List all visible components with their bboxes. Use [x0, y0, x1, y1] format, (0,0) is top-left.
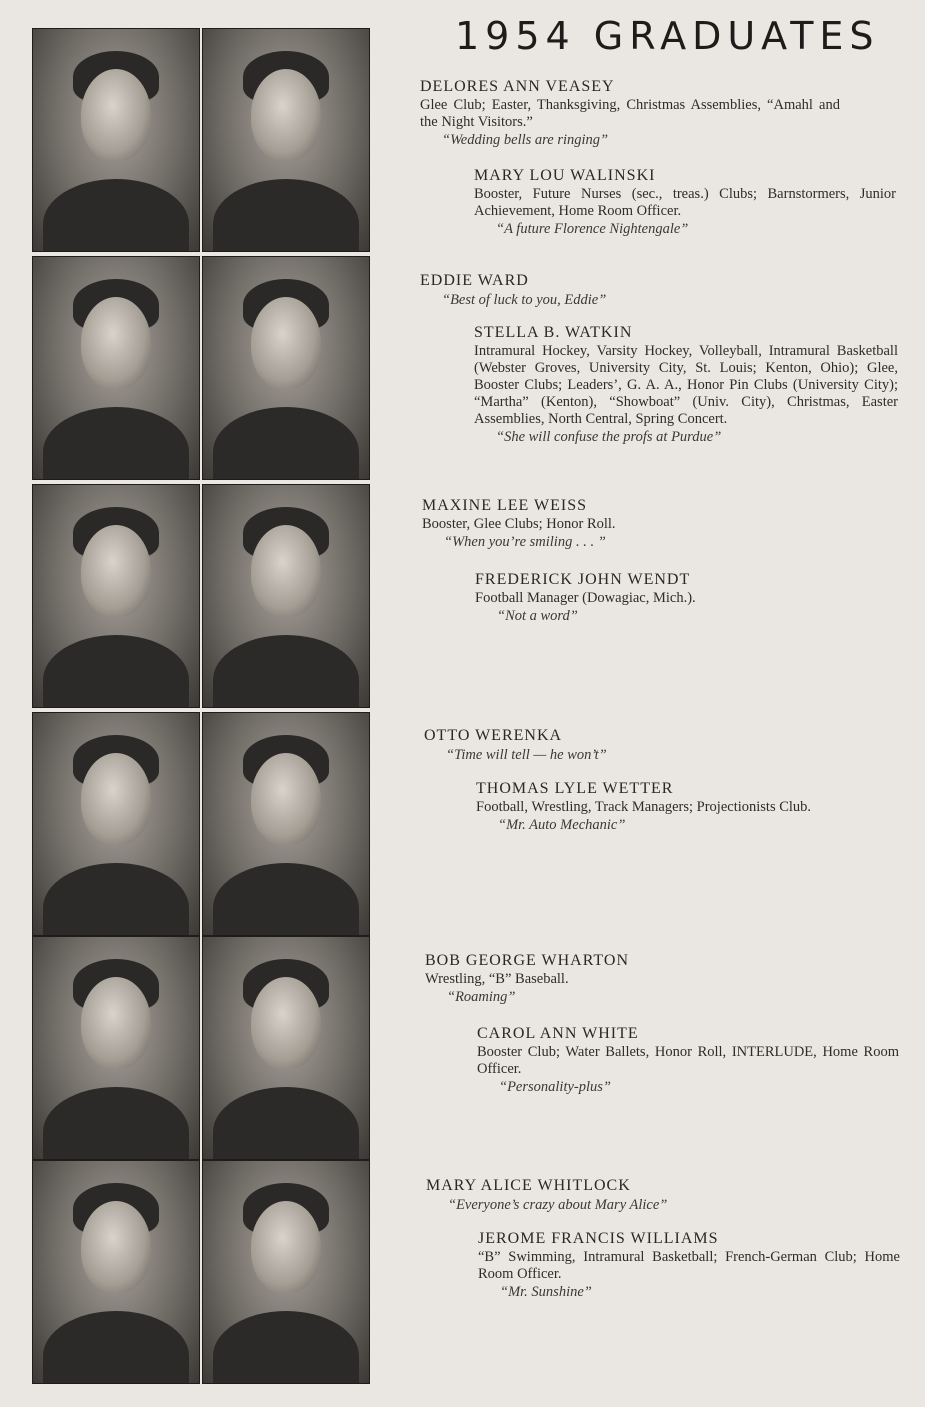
graduate-quote: “A future Florence Nightengale”	[496, 221, 689, 237]
graduate-quote: “Personality-plus”	[499, 1079, 611, 1095]
graduate-entry	[420, 271, 840, 310]
graduate-activities: Football, Wrestling, Track Managers; Projectionists Club.	[476, 799, 812, 815]
graduate-name: BOB GEORGE WHARTON	[425, 952, 630, 969]
graduate-name: MARY ALICE WHITLOCK	[426, 1177, 631, 1194]
graduate-name: THOMAS LYLE WETTER	[476, 780, 674, 797]
graduate-entry	[422, 496, 842, 552]
graduate-name: OTTO WERENKA	[424, 727, 563, 744]
graduate-quote: “She will confuse the profs at Purdue”	[496, 429, 722, 445]
graduate-entry	[425, 951, 845, 1007]
portrait-column	[32, 28, 377, 1378]
graduate-activities: Intramural Hockey, Varsity Hockey, Volleyball, Intramural Basketball (Webster Groves, University City, St. Louis; Kenton, Ohio); Glee, Booster Clubs; Leaders’, G. A. A., Honor Pin Clubs (University City); “Martha” (Kenton), “Showboat” (Univ. City), Christmas, Easter Assemblies, North Central, Spring Concert.	[474, 343, 898, 427]
graduate-name: FREDERICK JOHN WENDT	[475, 571, 691, 588]
graduate-quote: “Best of luck to you, Eddie”	[442, 292, 607, 308]
graduate-name: EDDIE WARD	[420, 272, 529, 289]
portrait-photo	[202, 1160, 370, 1384]
graduate-name: DELORES ANN VEASEY	[420, 78, 615, 95]
graduate-quote: “When you’re smiling . . . ”	[444, 534, 606, 550]
graduate-activities: Wrestling, “B” Baseball.	[425, 971, 569, 987]
graduate-entry	[477, 1024, 899, 1097]
portrait-photo	[202, 28, 370, 252]
portrait-photo	[32, 936, 200, 1160]
graduate-name: MARY LOU WALINSKI	[474, 167, 656, 184]
graduate-quote: “Time will tell — he won’t”	[446, 747, 607, 763]
graduate-quote: “Mr. Auto Mechanic”	[498, 817, 626, 833]
portrait-photo	[202, 712, 370, 936]
page-title: 1954 GRADUATES	[455, 14, 880, 58]
graduate-entry	[476, 779, 898, 835]
graduate-entry	[478, 1229, 900, 1302]
portrait-photo	[32, 256, 200, 480]
graduate-quote: “Wedding bells are ringing”	[442, 132, 609, 148]
portrait-photo	[202, 484, 370, 708]
portrait-photo	[32, 712, 200, 936]
graduate-name: MAXINE LEE WEISS	[422, 497, 588, 514]
graduate-entry	[475, 570, 895, 626]
graduate-activities: “B” Swimming, Intramural Basketball; French-German Club; Home Room Officer.	[478, 1249, 900, 1282]
graduate-activities: Booster, Glee Clubs; Honor Roll.	[422, 516, 616, 532]
graduate-activities: Football Manager (Dowagiac, Mich.).	[475, 590, 696, 606]
portrait-photo	[202, 936, 370, 1160]
graduate-name: JEROME FRANCIS WILLIAMS	[478, 1230, 719, 1247]
graduate-entry	[426, 1176, 846, 1215]
graduate-quote: “Mr. Sunshine”	[500, 1284, 592, 1300]
graduate-entry	[474, 323, 898, 447]
graduate-name: STELLA B. WATKIN	[474, 324, 633, 341]
portrait-photo	[202, 256, 370, 480]
graduate-activities: Booster Club; Water Ballets, Honor Roll, INTERLUDE, Home Room Officer.	[477, 1044, 899, 1077]
portrait-photo	[32, 1160, 200, 1384]
graduate-entry	[474, 166, 896, 239]
portrait-photo	[32, 484, 200, 708]
graduate-quote: “Everyone’s crazy about Mary Alice”	[448, 1197, 668, 1213]
graduate-entry	[424, 726, 844, 765]
graduate-name: CAROL ANN WHITE	[477, 1025, 639, 1042]
graduate-quote: “Not a word”	[497, 608, 578, 624]
graduate-activities: Booster, Future Nurses (sec., treas.) Clubs; Barnstormers, Junior Achievement, Home Room Officer.	[474, 186, 896, 219]
graduate-entry	[420, 77, 840, 150]
graduate-quote: “Roaming”	[447, 989, 516, 1005]
portrait-photo	[32, 28, 200, 252]
graduate-activities: Glee Club; Easter, Thanksgiving, Christmas Assemblies, “Amahl and the Night Visitors.”	[420, 97, 840, 130]
